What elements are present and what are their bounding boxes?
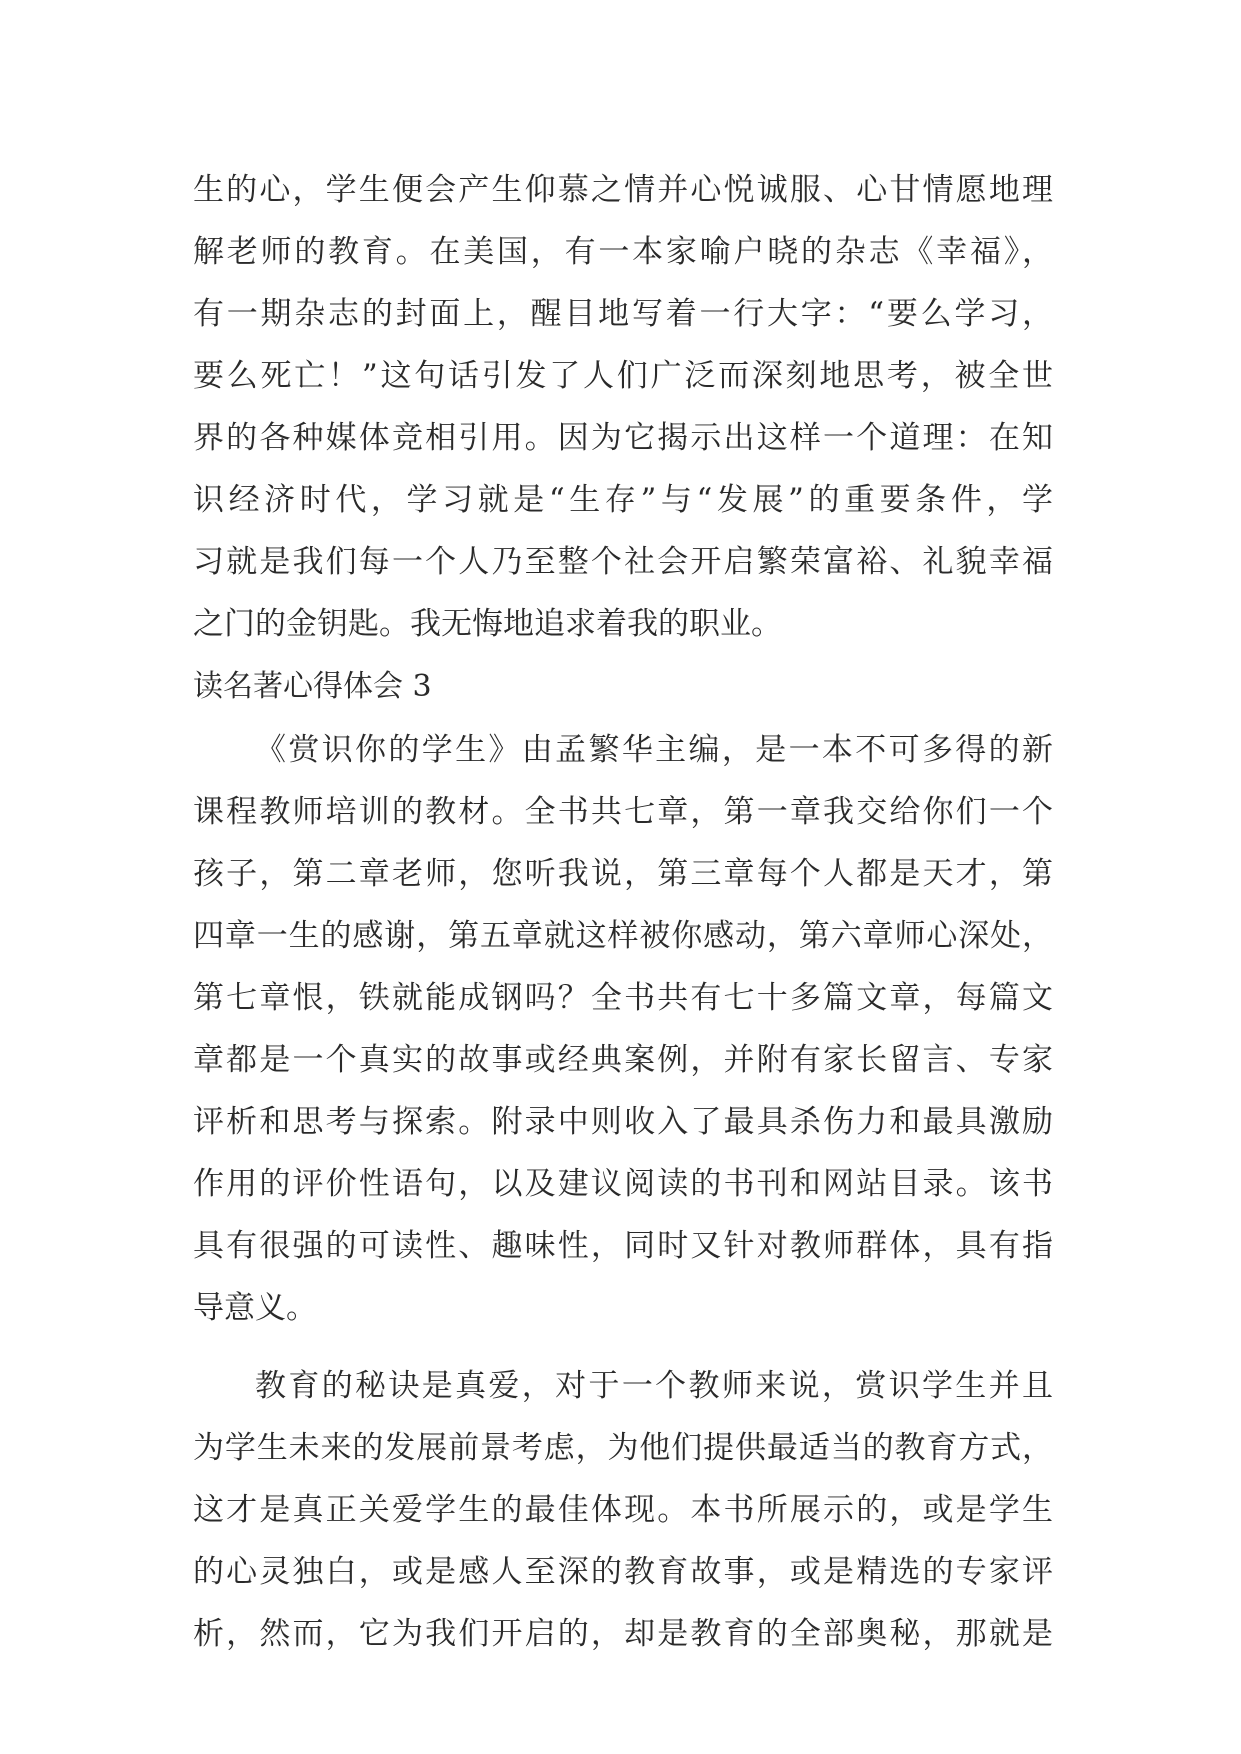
text-line: 第七章恨，铁就能成钢吗？全书共有七十多篇文章，每篇文: [193, 980, 1053, 1016]
text-line: 为学生未来的发展前景考虑，为他们提供最适当的教育方式，: [193, 1430, 1053, 1466]
paragraph-2: [193, 1355, 1053, 1665]
text-line: 生的心，学生便会产生仰慕之情并心悦诚服、心甘情愿地理: [193, 172, 1053, 208]
text-line: 有一期杂志的封面上，醒目地写着一行大字：“要么学习，: [193, 296, 1053, 332]
text-line: 要么死亡！”这句话引发了人们广泛而深刻地思考，被全世: [193, 358, 1053, 394]
text-line: 章都是一个真实的故事或经典案例，并附有家长留言、专家: [193, 1042, 1053, 1078]
text-line: 《赏识你的学生》由孟繁华主编，是一本不可多得的新: [255, 732, 1053, 768]
section-heading: 读名著心得体会 3: [193, 669, 432, 704]
text-line: 导意义。: [193, 1290, 317, 1326]
text-line: 评析和思考与探索。附录中则收入了最具杀伤力和最具激励: [193, 1104, 1053, 1140]
intro-paragraph: [193, 159, 1053, 655]
text-line: 这才是真正关爱学生的最佳体现。本书所展示的，或是学生: [193, 1492, 1053, 1528]
text-line: 作用的评价性语句，以及建议阅读的书刊和网站目录。该书: [193, 1166, 1053, 1202]
text-line: 四章一生的感谢，第五章就这样被你感动，第六章师心深处，: [193, 918, 1053, 954]
text-line: 识经济时代，学习就是“生存”与“发展”的重要条件，学: [193, 482, 1053, 518]
paragraph-1: [193, 719, 1053, 1339]
text-line: 之门的金钥匙。我无悔地追求着我的职业。: [193, 606, 782, 642]
text-line: 析，然而，它为我们开启的，却是教育的全部奥秘，那就是: [193, 1616, 1053, 1652]
text-line: 的心灵独白，或是感人至深的教育故事，或是精选的专家评: [193, 1554, 1053, 1590]
text-line: 教育的秘诀是真爱，对于一个教师来说，赏识学生并且: [255, 1368, 1053, 1404]
text-line: 孩子，第二章老师，您听我说，第三章每个人都是天才，第: [193, 856, 1053, 892]
text-line: 习就是我们每一个人乃至整个社会开启繁荣富裕、礼貌幸福: [193, 544, 1053, 580]
text-line: 课程教师培训的教材。全书共七章，第一章我交给你们一个: [193, 794, 1053, 830]
text-line: 解老师的教育。在美国，有一本家喻户晓的杂志《幸福》，: [193, 234, 1053, 270]
document-body: [193, 159, 1053, 1665]
paragraph-spacer: [193, 1339, 1053, 1355]
text-line: 具有很强的可读性、趣味性，同时又针对教师群体，具有指: [193, 1228, 1053, 1264]
text-line: 界的各种媒体竞相引用。因为它揭示出这样一个道理：在知: [193, 420, 1053, 456]
